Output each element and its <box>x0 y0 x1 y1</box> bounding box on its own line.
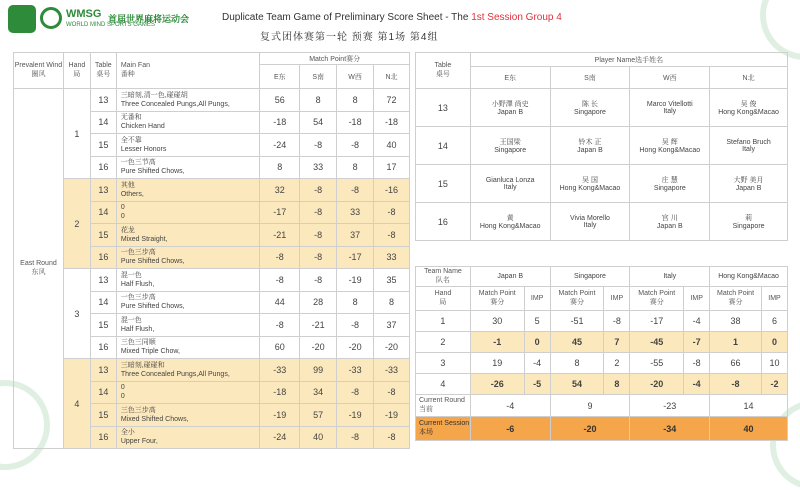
main-fan-en: Half Flush, <box>120 280 155 288</box>
hand-en: Hand <box>434 290 452 297</box>
player-name: 黄 <box>506 215 514 222</box>
result-match-point: -55 <box>630 353 684 374</box>
match-point-cell: -8 <box>337 381 374 404</box>
main-fan-cn: 混一色 <box>120 316 142 324</box>
match-point-cell: 33 <box>300 156 337 179</box>
match-point-cell: -8 <box>374 426 410 449</box>
result-hand-number: 2 <box>416 332 471 353</box>
result-match-point: 8 <box>550 353 604 374</box>
match-point-cell: 37 <box>374 314 410 337</box>
player-name: 宫 川 <box>661 215 678 222</box>
main-fan-en: Others, <box>120 190 144 198</box>
player-cell <box>630 203 710 241</box>
player-team: Singapore <box>574 109 606 116</box>
logo-chinese: 首届世界麻将运动会 <box>108 14 190 24</box>
player-team: Italy <box>663 107 677 115</box>
logo-text: WMSG <box>66 8 102 20</box>
match-point-cell: 8 <box>374 291 410 314</box>
main-fan-en: 0 <box>120 393 125 401</box>
result-match-point: 19 <box>470 353 524 374</box>
col-result-match-point <box>550 287 604 311</box>
main-fan-en: Three Concealed Pungs,All Pungs, <box>120 370 230 378</box>
match-point-cell: -17 <box>337 246 374 269</box>
main-fan-en: Half Flush, <box>120 325 155 333</box>
match-point-cell: -19 <box>260 404 300 427</box>
player-team: Hong Kong&Macao <box>639 147 701 154</box>
col-seat: W西 <box>630 67 710 89</box>
player-name: 庄 慧 <box>661 177 678 184</box>
main-fan-en: Mixed Shifted Chows, <box>120 415 189 423</box>
col-seat: S南 <box>550 67 630 89</box>
col-result-match-point <box>710 287 762 311</box>
col-wind: Prevalent Wind 圈风 <box>14 53 64 89</box>
result-imp: -8 <box>684 353 710 374</box>
team-name-en: Team Name <box>424 268 462 275</box>
current-round-label <box>416 395 471 417</box>
main-fan <box>116 89 260 112</box>
main-fan-en: Three Concealed Pungs,All Pungs, <box>120 100 230 108</box>
player-cell <box>470 127 550 165</box>
match-point-cell: -8 <box>300 201 337 224</box>
player-name: Vivia Morello <box>570 214 610 222</box>
round-label <box>14 89 64 449</box>
match-point-cell: 72 <box>374 89 410 112</box>
main-fan-en: Chicken Hand <box>120 123 165 131</box>
player-team: Singapore <box>653 185 686 192</box>
player-table-number: 16 <box>416 203 471 241</box>
match-point-cell: -20 <box>300 336 337 359</box>
result-match-point: -45 <box>630 332 684 353</box>
match-point-cell: -8 <box>337 179 374 202</box>
match-point-cell: 44 <box>260 291 300 314</box>
player-cell <box>710 89 788 127</box>
hand-number: 4 <box>63 359 90 449</box>
match-point-cell: -18 <box>374 111 410 134</box>
match-point-cell: 60 <box>260 336 300 359</box>
result-match-point: -20 <box>630 374 684 395</box>
match-point-cell: 40 <box>300 426 337 449</box>
match-point-cell: -8 <box>300 224 337 247</box>
result-hand-number: 4 <box>416 374 471 395</box>
match-point-cn: 赛分 <box>649 299 664 306</box>
header <box>0 0 800 43</box>
main-fan-cn: 一色三节高 <box>120 159 156 167</box>
main-fan-cn: 其他 <box>120 181 135 189</box>
result-match-point: -1 <box>470 332 524 353</box>
match-point-cell: -8 <box>300 269 337 292</box>
match-point-cell: -19 <box>337 269 374 292</box>
team-name: Japan B <box>470 267 550 287</box>
match-point-cell: -8 <box>300 179 337 202</box>
match-point-en: Match Point <box>558 290 596 297</box>
main-fan-en: 0 <box>120 213 125 221</box>
table-number: 14 <box>90 291 116 314</box>
player-cell <box>470 165 550 203</box>
result-hand-number: 1 <box>416 311 471 332</box>
player-team: Japan B <box>497 109 524 116</box>
main-fan-en: Pure Shifted Chows, <box>120 168 185 176</box>
main-fan <box>116 426 260 449</box>
match-point-cell: 54 <box>300 111 337 134</box>
match-point-cell: -24 <box>260 134 300 157</box>
result-imp: 6 <box>761 311 787 332</box>
match-point-cell: -33 <box>337 359 374 382</box>
player-team: Italy <box>742 145 755 153</box>
team-name: Hong Kong&Macao <box>710 267 788 287</box>
match-point-cell: -8 <box>374 201 410 224</box>
main-fan <box>116 314 260 337</box>
col-result-match-point <box>470 287 524 311</box>
table-number: 16 <box>90 156 116 179</box>
result-match-point: 45 <box>550 332 604 353</box>
results-table <box>415 266 788 441</box>
match-point-cell: 33 <box>374 246 410 269</box>
player-team: Japan B <box>656 223 683 230</box>
match-point-en: Match Point <box>638 290 676 297</box>
current-session-value: -20 <box>550 417 630 441</box>
main-fan-cn: 一色三步高 <box>120 294 156 302</box>
main-fan <box>116 246 260 269</box>
main-fan <box>116 134 260 157</box>
main-fan-en: Mixed Straight, <box>120 235 168 243</box>
match-point-cell: 57 <box>300 404 337 427</box>
player-team: Singapore <box>494 147 527 154</box>
page-title: Duplicate Team Game of Preliminary Score Sheet - The 1st Session Group 4 <box>222 12 562 23</box>
main-fan <box>116 381 260 404</box>
col-result-imp: IMP <box>524 287 550 311</box>
main-fan-cn: 0 <box>120 204 125 212</box>
col-seat: E东 <box>470 67 550 89</box>
match-point-cell: -21 <box>260 224 300 247</box>
player-name: 王国梁 <box>499 139 521 146</box>
player-table-number: 14 <box>416 127 471 165</box>
table-number: 16 <box>90 336 116 359</box>
col-seat: S南 <box>300 65 337 89</box>
match-point-cell: -8 <box>300 246 337 269</box>
col-player-name: Player Name选手姓名 <box>470 53 787 67</box>
main-fan-cn: 三色三同顺 <box>120 339 156 347</box>
col-result-imp: IMP <box>684 287 710 311</box>
match-point-cell: 34 <box>300 381 337 404</box>
main-fan-en: Upper Four, <box>120 438 158 446</box>
match-point-cell: 35 <box>374 269 410 292</box>
match-point-cell: -24 <box>260 426 300 449</box>
table-number: 13 <box>90 89 116 112</box>
match-point-cell: -17 <box>260 201 300 224</box>
match-point-cell: -20 <box>337 336 374 359</box>
current-round-value: -23 <box>630 395 710 417</box>
col-hand: Hand 局 <box>63 53 90 89</box>
main-fan <box>116 201 260 224</box>
player-cell <box>630 127 710 165</box>
match-point-cell: -8 <box>337 426 374 449</box>
match-point-cell: -33 <box>374 359 410 382</box>
match-point-cell: 37 <box>337 224 374 247</box>
player-name: 铃木 正 <box>578 139 602 146</box>
col-seat: E东 <box>260 65 300 89</box>
main-fan-cn: 0 <box>120 384 125 392</box>
player-team: Italy <box>583 221 597 229</box>
table-number: 14 <box>90 381 116 404</box>
match-point-cell: 32 <box>260 179 300 202</box>
main-fan-cn: 混一色 <box>120 271 142 279</box>
table-number: 13 <box>90 269 116 292</box>
main-fan-cn: 三暗刻,碰碰和 <box>120 361 165 369</box>
match-point-cell: -8 <box>260 269 300 292</box>
result-imp: 8 <box>604 374 630 395</box>
table-number: 15 <box>90 134 116 157</box>
logo-subtext: WORLD MIND SPORTS GAMES <box>66 22 155 28</box>
hand-number: 3 <box>63 269 90 359</box>
match-point-cell: -8 <box>260 246 300 269</box>
player-cell <box>470 203 550 241</box>
col-seat: N北 <box>374 65 410 89</box>
player-name: Marco Vitellotti <box>646 100 693 108</box>
player-name: Stefano Bruch <box>726 138 771 146</box>
result-imp: 2 <box>604 353 630 374</box>
player-team: Japan B <box>577 147 603 154</box>
match-point-cell: -20 <box>374 336 410 359</box>
match-point-cell: 8 <box>337 291 374 314</box>
player-cell <box>630 89 710 127</box>
games-logo-icon <box>8 5 36 33</box>
match-point-cell: -18 <box>260 111 300 134</box>
player-cell <box>550 89 630 127</box>
main-fan-cn: 无番和 <box>120 114 142 122</box>
player-cell <box>550 165 630 203</box>
result-imp: -2 <box>761 374 787 395</box>
result-imp: 7 <box>604 332 630 353</box>
result-imp: -4 <box>684 374 710 395</box>
match-point-cell: 40 <box>374 134 410 157</box>
col-player-table: Table 桌号 <box>416 53 471 89</box>
match-point-cell: -8 <box>374 224 410 247</box>
main-fan-en: Lesser Honors <box>120 145 167 153</box>
player-team: Hong Kong&Macao <box>718 109 779 116</box>
player-team: Italy <box>503 183 517 191</box>
result-match-point: 1 <box>710 332 762 353</box>
table-number: 14 <box>90 111 116 134</box>
main-fan-cn: 三暗刻,清一色,碰碰胡 <box>120 91 188 99</box>
main-fan-en: Pure Shifted Chows, <box>120 258 185 266</box>
match-point-cell: -19 <box>374 404 410 427</box>
current-round-cn: 当前 <box>419 406 433 413</box>
table-number: 14 <box>90 201 116 224</box>
player-table-number: 15 <box>416 165 471 203</box>
table-number: 16 <box>90 246 116 269</box>
match-point-cell: 33 <box>337 201 374 224</box>
result-match-point: -17 <box>630 311 684 332</box>
table-number: 16 <box>90 426 116 449</box>
result-hand-number: 3 <box>416 353 471 374</box>
match-point-en: Match Point <box>478 290 516 297</box>
match-point-cell: -8 <box>337 134 374 157</box>
round-label-en: East Round <box>20 260 57 267</box>
col-seat: W西 <box>337 65 374 89</box>
current-session-cn: 本场 <box>419 429 433 436</box>
hand-number: 1 <box>63 89 90 179</box>
player-name: 小野澤 尚史 <box>491 101 529 108</box>
player-cell <box>710 203 788 241</box>
team-name-cn: 队名 <box>435 277 450 284</box>
main-fan <box>116 269 260 292</box>
main-fan-cn: 全小 <box>120 429 135 437</box>
player-cell <box>550 127 630 165</box>
result-imp: 5 <box>524 311 550 332</box>
result-match-point: -26 <box>470 374 524 395</box>
match-point-cell: -8 <box>337 314 374 337</box>
player-team: Japan B <box>735 185 762 192</box>
match-point-cell: 8 <box>337 89 374 112</box>
hand-number: 2 <box>63 179 90 269</box>
result-imp: -4 <box>524 353 550 374</box>
result-match-point: -8 <box>710 374 762 395</box>
col-result-imp: IMP <box>604 287 630 311</box>
result-match-point: 54 <box>550 374 604 395</box>
result-match-point: -51 <box>550 311 604 332</box>
page-subtitle: 复式团体赛第一轮 预赛 第1场 第4组 <box>260 32 439 43</box>
player-cell <box>550 203 630 241</box>
current-session-value: -34 <box>630 417 710 441</box>
match-point-cell: -8 <box>374 381 410 404</box>
table-number: 13 <box>90 179 116 202</box>
score-table-left <box>13 52 410 449</box>
main-fan-cn: 三色三步高 <box>120 406 156 414</box>
result-match-point: 30 <box>470 311 524 332</box>
current-session-en: Current Session <box>419 420 470 427</box>
match-point-cell: -18 <box>260 381 300 404</box>
main-fan <box>116 291 260 314</box>
match-point-cell: -18 <box>337 111 374 134</box>
main-fan <box>116 156 260 179</box>
result-imp: 10 <box>761 353 787 374</box>
match-point-cell: 99 <box>300 359 337 382</box>
result-match-point: 38 <box>710 311 762 332</box>
player-team: Hong Kong&Macao <box>479 223 541 230</box>
col-main-fan: Main Fan 番种 <box>116 53 260 89</box>
col-result-hand <box>416 287 471 311</box>
current-round-en: Current Round <box>419 397 465 404</box>
current-round-value: 9 <box>550 395 630 417</box>
team-name: Singapore <box>550 267 630 287</box>
match-point-cn: 赛分 <box>490 299 505 306</box>
player-cell <box>710 127 788 165</box>
main-fan <box>116 359 260 382</box>
match-point-cell: 56 <box>260 89 300 112</box>
main-fan-cn: 一色三步高 <box>120 249 156 257</box>
main-fan <box>116 224 260 247</box>
match-point-cn: 赛分 <box>728 299 743 306</box>
player-cell <box>710 165 788 203</box>
match-point-en: Match Point <box>717 290 755 297</box>
result-imp: 0 <box>524 332 550 353</box>
match-point-cell: 8 <box>260 156 300 179</box>
result-imp: -8 <box>604 311 630 332</box>
player-cell <box>630 165 710 203</box>
player-name: 大野 美月 <box>733 177 764 184</box>
match-point-cn: 赛分 <box>570 299 585 306</box>
col-result-match-point <box>630 287 684 311</box>
col-match-point: Match Point赛分 <box>260 53 410 65</box>
result-imp: 0 <box>761 332 787 353</box>
main-fan-cn: 全不靠 <box>120 136 142 144</box>
match-point-cell: -33 <box>260 359 300 382</box>
player-team: Singapore <box>732 223 765 230</box>
match-point-cell: -16 <box>374 179 410 202</box>
main-fan-en: Pure Shifted Chows, <box>120 303 185 311</box>
col-result-imp: IMP <box>761 287 787 311</box>
result-imp: -5 <box>524 374 550 395</box>
hand-cn: 局 <box>439 299 447 306</box>
team-name-label <box>416 267 471 287</box>
main-fan <box>116 336 260 359</box>
mahjong-logo-icon <box>40 7 62 29</box>
main-fan-en: Mixed Triple Chow, <box>120 348 180 356</box>
result-imp: -4 <box>684 311 710 332</box>
main-fan-cn: 花龙 <box>120 226 135 234</box>
player-name: 莉 <box>745 215 753 222</box>
team-name: Italy <box>630 267 710 287</box>
main-fan <box>116 179 260 202</box>
player-team: Hong Kong&Macao <box>559 185 621 192</box>
match-point-cell: 17 <box>374 156 410 179</box>
current-session-label <box>416 417 471 441</box>
result-match-point: 66 <box>710 353 762 374</box>
player-name: 陈 长 <box>582 101 598 108</box>
col-seat: N北 <box>710 67 788 89</box>
match-point-cell: 8 <box>300 89 337 112</box>
main-fan <box>116 404 260 427</box>
round-label-cn: 东风 <box>31 269 46 276</box>
result-imp: -7 <box>684 332 710 353</box>
current-session-value: 40 <box>710 417 788 441</box>
player-name: 吴 俊 <box>740 101 757 108</box>
current-round-value: 14 <box>710 395 788 417</box>
player-name-table <box>415 52 788 241</box>
table-number: 15 <box>90 314 116 337</box>
match-point-cell: -8 <box>260 314 300 337</box>
player-name: 吴 辉 <box>661 139 678 146</box>
current-round-value: -4 <box>470 395 550 417</box>
table-number: 15 <box>90 404 116 427</box>
table-number: 15 <box>90 224 116 247</box>
match-point-cell: -19 <box>337 404 374 427</box>
player-name: Gianluca Lonza <box>485 176 535 184</box>
match-point-cell: 28 <box>300 291 337 314</box>
match-point-cell: -21 <box>300 314 337 337</box>
col-table: Table 桌号 <box>90 53 116 89</box>
player-name: 吴 国 <box>582 177 598 184</box>
match-point-cell: 8 <box>337 156 374 179</box>
main-fan <box>116 111 260 134</box>
current-session-value: -6 <box>470 417 550 441</box>
table-number: 13 <box>90 359 116 382</box>
player-table-number: 13 <box>416 89 471 127</box>
player-cell <box>470 89 550 127</box>
match-point-cell: -8 <box>300 134 337 157</box>
